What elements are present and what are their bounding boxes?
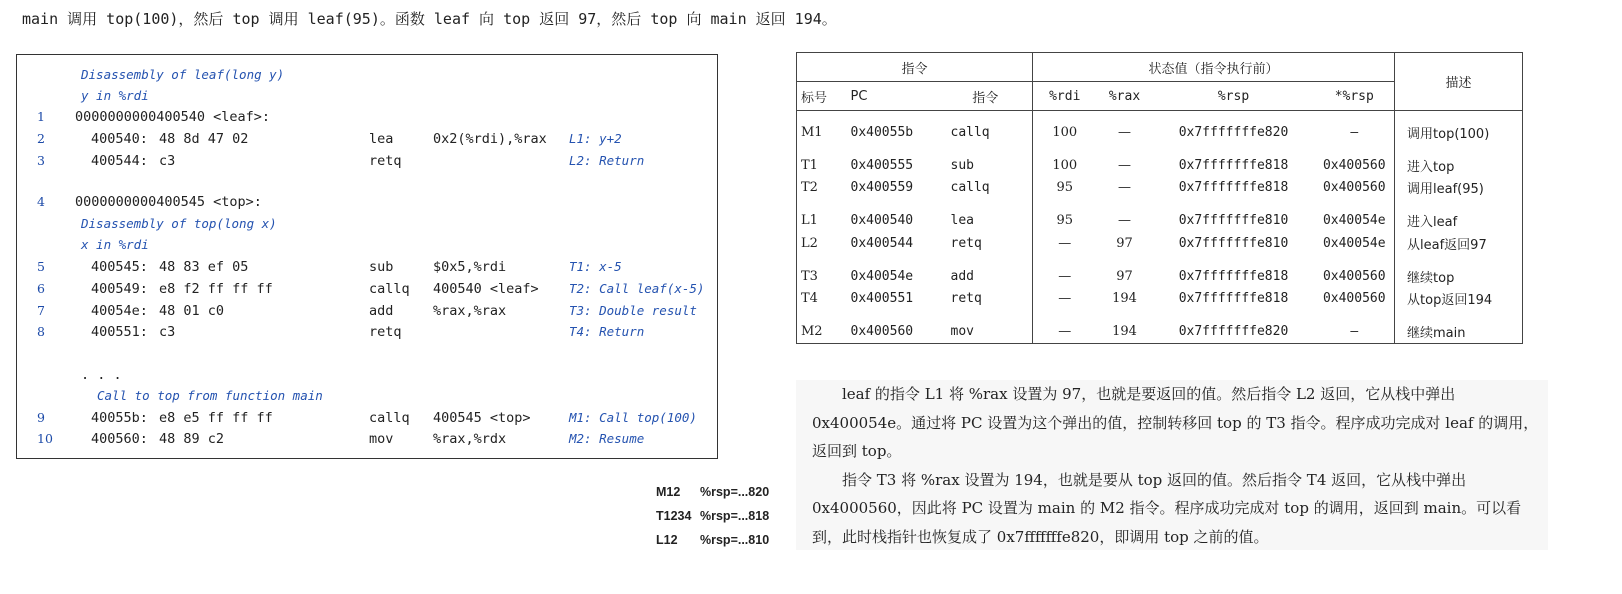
- cell-rax: —: [1118, 157, 1131, 173]
- cell-desc: 调用top(100): [1395, 111, 1523, 144]
- cell-label: L2: [801, 235, 818, 251]
- header-description: 描述: [1395, 53, 1523, 111]
- cell-label: T4: [801, 291, 818, 307]
- header-state: 状态值（指令执行前）: [1033, 53, 1395, 82]
- cell-rax: 194: [1112, 324, 1137, 340]
- cell-label: T1: [801, 157, 818, 173]
- table-body: [797, 111, 1523, 344]
- cell-rax: —: [1118, 213, 1131, 229]
- rsp-notes: [656, 480, 769, 552]
- cell-rdi: —: [1033, 288, 1097, 311]
- header-mrsp: *%rsp: [1315, 82, 1395, 111]
- cell-label: T2: [801, 180, 818, 196]
- header-rax: %rax: [1097, 82, 1153, 111]
- cell-rax: 194: [1112, 291, 1137, 307]
- cell-mrsp: 0x400560: [1322, 157, 1386, 173]
- table-row: [797, 310, 1523, 343]
- cell-rdi: 100: [1033, 111, 1097, 144]
- cell-rax: 97: [1116, 235, 1133, 251]
- cell-pc: 0x400544: [850, 235, 914, 251]
- cell-mrsp: —: [1350, 124, 1359, 140]
- cell-rdi: 95: [1033, 199, 1097, 232]
- table-row: [797, 232, 1523, 255]
- cell-desc: 从leaf返回97: [1395, 232, 1523, 255]
- cell-pc: 0x400555: [850, 157, 914, 173]
- cell-desc: 继续top: [1395, 255, 1523, 288]
- cell-rax: —: [1118, 180, 1131, 196]
- cell-rsp: 0x7fffffffe818: [1178, 180, 1289, 196]
- table-row: [797, 199, 1523, 232]
- cell-ins: mov: [950, 324, 974, 340]
- cell-rdi: —: [1033, 310, 1097, 343]
- header-pc: PC: [847, 82, 939, 111]
- cell-ins: sub: [950, 157, 974, 173]
- table-row: [797, 288, 1523, 311]
- header-label: 标号: [797, 82, 847, 111]
- cell-pc: 0x400559: [850, 180, 914, 196]
- cell-rsp: 0x7fffffffe818: [1178, 157, 1289, 173]
- cell-rax: —: [1118, 124, 1131, 140]
- header-rsp: %rsp: [1153, 82, 1315, 111]
- cell-mrsp: 0x40054e: [1322, 213, 1386, 229]
- cell-pc: 0x40054e: [850, 268, 914, 284]
- cell-rsp: 0x7fffffffe820: [1178, 124, 1289, 140]
- cell-rax: 97: [1116, 268, 1133, 284]
- cell-pc: 0x400560: [850, 324, 914, 340]
- table-row: [797, 144, 1523, 177]
- cell-mrsp: 0x400560: [1322, 291, 1386, 307]
- cell-label: M2: [801, 324, 823, 340]
- cell-desc: 调用leaf(95): [1395, 177, 1523, 200]
- cell-rdi: —: [1033, 232, 1097, 255]
- stack-state-table: [796, 52, 1523, 344]
- header-instruction: 指令: [797, 53, 1033, 82]
- cell-ins: callq: [950, 124, 990, 140]
- explanation-paragraph: leaf 的指令 L1 将 %rax 设置为 97，也就是要返回的值。然后指令 L2 返回，它从栈中弹出 0x400054e。通过将 PC 设置为这个弹出的值，控制转移回 top 的 T3 指令。程序成功完成对 leaf 的调用，返回到 top。: [812, 385, 1539, 460]
- cell-label: T3: [801, 268, 818, 284]
- cell-ins: callq: [950, 180, 990, 196]
- header-ins: 指令: [939, 82, 1033, 111]
- cell-ins: lea: [950, 213, 974, 229]
- cell-desc: 进入top: [1395, 144, 1523, 177]
- cell-rsp: 0x7fffffffe818: [1178, 291, 1289, 307]
- cell-rdi: 100: [1033, 144, 1097, 177]
- explanation-text: [796, 380, 1548, 550]
- cell-rsp: 0x7fffffffe820: [1178, 324, 1289, 340]
- rsp-note: M12 %rsp=...820: [656, 485, 770, 499]
- cell-pc: 0x400540: [850, 213, 914, 229]
- table-row: [797, 255, 1523, 288]
- cell-label: L1: [801, 213, 818, 229]
- cell-pc: 0x400551: [850, 291, 914, 307]
- intro-text: main 调用 top(100)，然后 top 调用 leaf(95)。函数 leaf 向 top 返回 97，然后 top 向 main 返回 194。: [22, 10, 837, 28]
- table-row: [797, 111, 1523, 144]
- table-row: [797, 177, 1523, 200]
- cell-rsp: 0x7fffffffe818: [1178, 268, 1289, 284]
- cell-ins: add: [950, 268, 974, 284]
- cell-desc: 继续main: [1395, 310, 1523, 343]
- cell-rdi: 95: [1033, 177, 1097, 200]
- rsp-note: T1234 %rsp=...818: [656, 509, 770, 523]
- cell-desc: 进入leaf: [1395, 199, 1523, 232]
- cell-rdi: —: [1033, 255, 1097, 288]
- cell-desc: 从top返回194: [1395, 288, 1523, 311]
- explanation-paragraph: 指令 T3 将 %rax 设置为 194，也就是要从 top 返回的值。然后指令 T4 返回，它从栈中弹出 0x4000560，因此将 PC 设置为 main 的 M2 指令。程序成功完成对 top 的调用，返回到 main。可以看到，此时栈指针也恢复成了 0x7fffffffe820，即调用 top 之前的值。: [812, 470, 1522, 546]
- rsp-note: L12 %rsp=...810: [656, 533, 770, 547]
- disassembly-box: Disassembly of leaf(long y) y in %rdi 1 0000000000400540 <leaf>: 2 400540: 48 8d 47 02 lea 0x2(%rdi),%rax L1: y+2 3 400544: c3 retq L2: Return 4 0000000000400545 <top>: Disassembly of top(long x) x in %rdi 5 400545: 48 83 ef 05 sub $0x5,%rdi T1: x-5 6 400549: e8 f2 ff ff ff callq 400540 <leaf> T2: Call leaf(x-5) 7 40054e: 48 01 c0 add %rax,%rax T3: Double result 8 400551: c3 retq T4: Return . . . Call to top from function main 9 40055b: e8 e5 ff ff ff callq 400545 <top> M1: Call top(100) 10 400560: 48 89 c2 mov %rax,%rdx M2: Resume: [16, 54, 718, 459]
- cell-mrsp: —: [1350, 324, 1359, 340]
- cell-rsp: 0x7fffffffe810: [1178, 213, 1289, 229]
- cell-rsp: 0x7fffffffe810: [1178, 235, 1289, 251]
- cell-pc: 0x40055b: [850, 124, 914, 140]
- cell-ins: retq: [950, 235, 982, 251]
- cell-label: M1: [801, 124, 823, 140]
- cell-ins: retq: [950, 291, 982, 307]
- cell-mrsp: 0x400560: [1322, 180, 1386, 196]
- cell-mrsp: 0x400560: [1322, 268, 1386, 284]
- header-rdi: %rdi: [1033, 82, 1097, 111]
- cell-mrsp: 0x40054e: [1322, 235, 1386, 251]
